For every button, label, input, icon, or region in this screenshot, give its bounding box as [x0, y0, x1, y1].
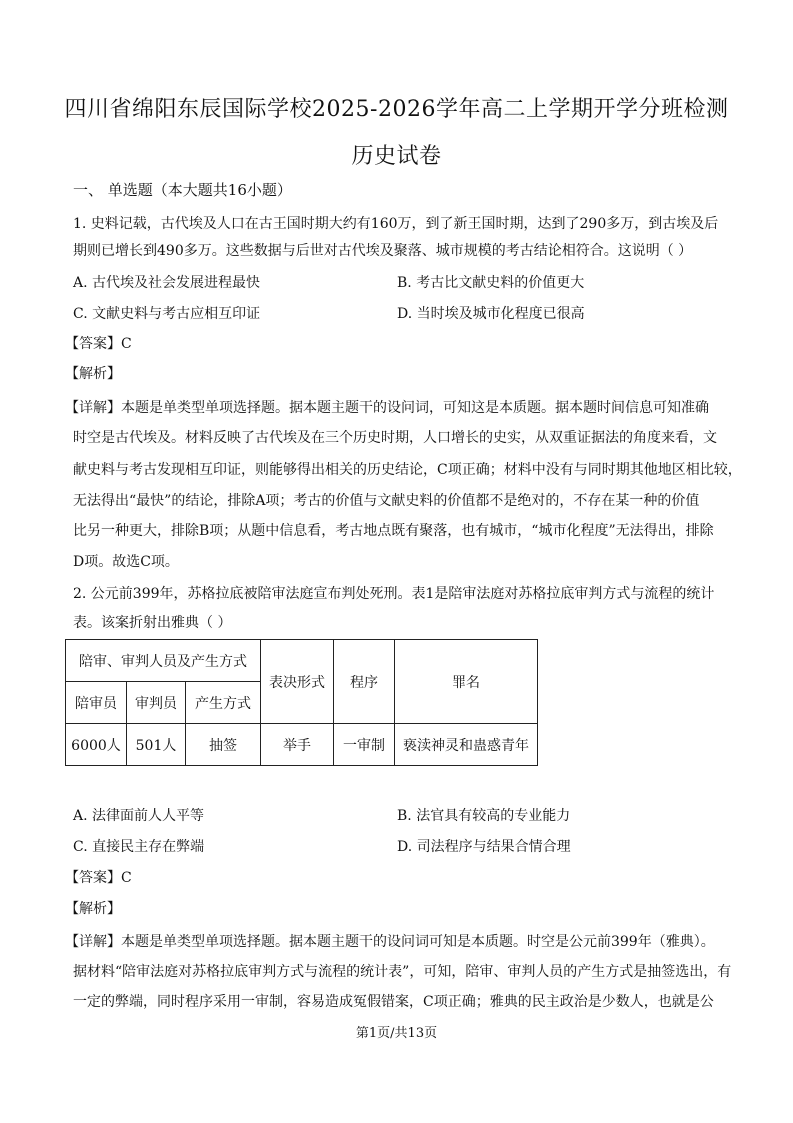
q2-stem-line: 2. 公元前399年，苏格拉底被陪审法庭宣布判处死刑。表1是陪审法庭对苏格拉底审判方式与流程的统计: [73, 586, 715, 602]
table-cell-judges: 501人: [127, 724, 186, 766]
trial-statistics-table: [65, 639, 538, 766]
table-header-procedure: 程序: [334, 640, 395, 724]
q2-analysis-label: 【解析】: [65, 901, 121, 917]
table-subheader-judges: 审判员: [127, 682, 186, 724]
q1-detail-line: 无法得出“最快”的结论，排除A项；考古的价值与文献史料的价值都不是绝对的，不存在某一种的价值: [73, 493, 700, 509]
q1-analysis-label: 【解析】: [65, 366, 121, 382]
q1-option-d: D. 当时埃及城市化程度已很高: [397, 306, 585, 322]
paper-title: 四川省绵阳东辰国际学校2025-2026学年高二上学期开学分班检测: [64, 97, 729, 122]
q1-option-c: C. 文献史料与考古应相互印证: [73, 306, 261, 322]
table-cell-method: 抽签: [186, 724, 261, 766]
table-subheader-method: 产生方式: [186, 682, 261, 724]
q2-option-d: D. 司法程序与结果合情合理: [397, 839, 571, 855]
q1-detail-line: 【详解】本题是单类型单项选择题。据本题主题干的设问词，可知这是本质题。据本题时间信息可知准确: [65, 400, 709, 416]
table-cell-procedure: 一审制: [334, 724, 395, 766]
q1-stem-line: 1. 史料记载，古代埃及人口在古王国时期大约有160万，到了新王国时期，达到了290多万，到古埃及后: [73, 216, 719, 232]
paper-subtitle: 历史试卷: [351, 144, 442, 169]
q1-detail-line: 献史料与考古发现相互印证，则能够得出相关的历史结论，C项正确；材料中没有与同时期其他地区相比较，: [73, 462, 742, 478]
table-subheader-jurors: 陪审员: [66, 682, 127, 724]
page-number: 第1页/共13页: [355, 1026, 438, 1041]
q1-option-a: A. 古代埃及社会发展进程最快: [73, 275, 261, 291]
q2-stem-line: 表。该案折射出雅典（ ）: [73, 615, 232, 631]
q2-answer: 【答案】C: [65, 870, 132, 886]
q2-detail-line: 一定的弊端，同时程序采用一审制，容易造成冤假错案，C项正确；雅典的民主政治是少数人，也就是公: [73, 994, 714, 1010]
q1-detail-line: D项。故选C项。: [73, 554, 179, 570]
table-header-vote: 表决形式: [261, 640, 334, 724]
q1-detail-line: 时空是古代埃及。材料反映了古代埃及在三个历史时期，人口增长的史实，从双重证据法的角度来看，文: [73, 430, 717, 446]
q1-answer: 【答案】C: [65, 336, 132, 352]
q2-detail-line: 据材料“陪审法庭对苏格拉底审判方式与流程的统计表”，可知，陪审、审判人员的产生方式是抽签选出，有: [73, 964, 732, 980]
q1-detail-line: 比另一种更大，排除B项；从题中信息看，考古地点既有聚落，也有城市，“城市化程度”无法得出，排除: [73, 523, 714, 539]
q1-stem-line: 期则已增长到490多万。这些数据与后世对古代埃及聚落、城市规模的考古结论相符合。这说明（ ）: [73, 243, 693, 259]
table-header-charge: 罪名: [395, 640, 538, 724]
q2-option-a: A. 法律面前人人平等: [73, 808, 205, 824]
q2-option-c: C. 直接民主存在弊端: [73, 839, 205, 855]
table-cell-jurors: 6000人: [66, 724, 127, 766]
table-cell-charge: 亵渎神灵和蛊惑青年: [395, 724, 538, 766]
q2-detail-line: 【详解】本题是单类型单项选择题。据本题主题干的设问词可知是本质题。时空是公元前399年（雅典）。: [65, 934, 715, 950]
table-group-header: 陪审、审判人员及产生方式: [66, 640, 261, 682]
section-heading: 一、 单选题（本大题共16小题）: [73, 181, 292, 199]
table-cell-vote: 举手: [261, 724, 334, 766]
q1-option-b: B. 考古比文献史料的价值更大: [397, 275, 585, 291]
table-row: [66, 724, 538, 766]
q2-option-b: B. 法官具有较高的专业能力: [397, 808, 571, 824]
